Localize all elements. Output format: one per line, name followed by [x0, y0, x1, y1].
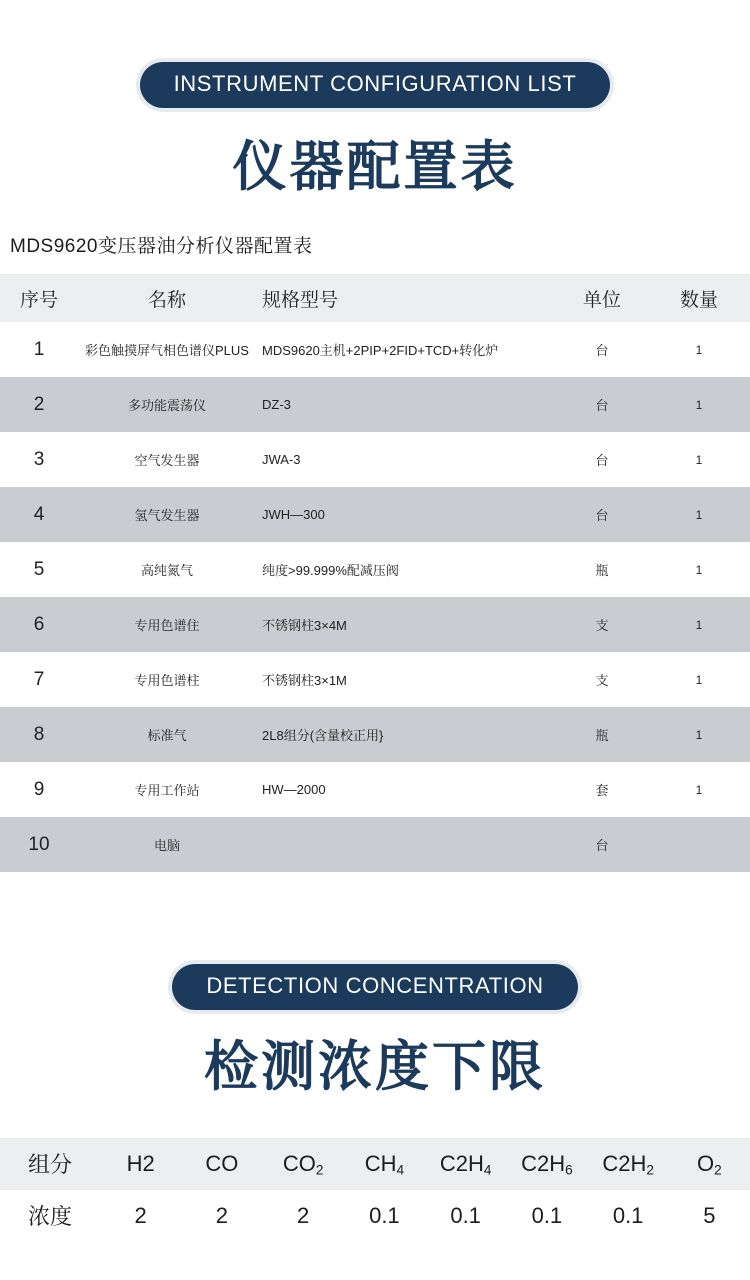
detection-concentration-section — [0, 872, 750, 1241]
cell-name: 专用色谱住 — [134, 618, 200, 634]
cell-no: 9 — [33, 778, 45, 800]
component-sub: 2 — [315, 1161, 324, 1177]
configuration-table — [0, 274, 750, 872]
cell-qty — [648, 817, 750, 872]
component-sub: 4 — [396, 1161, 405, 1177]
cell-name: 标准气 — [147, 728, 187, 744]
component-base: C2H — [521, 1150, 566, 1176]
cell-unit: 台 — [595, 398, 609, 414]
cell-no: 10 — [28, 833, 50, 855]
configuration-table-head — [0, 274, 750, 322]
concentration-cell: 2 — [215, 1202, 228, 1228]
detection-concentration-body — [0, 1138, 750, 1242]
cell-spec: 纯度>99.999%配减压阀 — [262, 563, 399, 579]
cell-name: 专用色谱柱 — [134, 673, 200, 689]
cell-unit: 台 — [595, 343, 609, 359]
cell-spec: 不锈钢柱3×4M — [262, 618, 347, 634]
cell-qty: 1 — [695, 672, 703, 687]
cell-unit: 瓶 — [595, 728, 609, 744]
cell-no: 6 — [33, 613, 45, 635]
cell-unit: 台 — [595, 453, 609, 469]
section1-banner-wrap — [0, 62, 750, 108]
section1-banner-label: INSTRUMENT CONFIGURATION LIST — [140, 62, 611, 108]
cell-no: 8 — [33, 723, 45, 745]
cell-unit: 套 — [595, 783, 609, 799]
cell-spec — [256, 817, 556, 872]
concentration-cell: 0.1 — [450, 1202, 481, 1228]
component-sub: 2 — [714, 1161, 722, 1177]
row-label-concentration: 浓度 — [27, 1204, 72, 1230]
cell-spec: MDS9620主机+2PIP+2FID+TCD+转化炉 — [262, 343, 499, 359]
cell-qty: 1 — [695, 617, 703, 632]
cell-qty: 1 — [695, 452, 703, 467]
table-row — [0, 542, 750, 597]
cell-name: 氢气发生器 — [134, 508, 200, 524]
table-row — [0, 322, 750, 377]
concentration-cell: 5 — [703, 1202, 716, 1228]
component-base: O — [697, 1150, 715, 1176]
component-cell — [588, 1138, 669, 1190]
header-cell-name: 名称 — [78, 274, 256, 322]
table-row — [0, 817, 750, 872]
table-row — [0, 652, 750, 707]
cell-unit: 支 — [595, 618, 609, 634]
concentration-cell: 0.1 — [531, 1202, 563, 1228]
table-row — [0, 432, 750, 487]
component-sub: 4 — [483, 1161, 492, 1177]
cell-spec: DZ-3 — [262, 397, 291, 413]
cell-unit: 台 — [595, 508, 609, 524]
component-cell — [425, 1138, 506, 1190]
cell-name: 专用工作站 — [134, 783, 200, 799]
table-header-row — [0, 274, 750, 322]
component-base: C2H — [602, 1150, 647, 1176]
table-row — [0, 762, 750, 817]
cell-qty: 1 — [695, 397, 703, 412]
cell-spec: JWH—300 — [262, 507, 325, 523]
cell-name: 彩色触摸屏气相色谱仪PLUS — [85, 343, 249, 359]
cell-no: 7 — [33, 668, 45, 690]
component-base: CO — [282, 1150, 316, 1176]
header-cell-no: 序号 — [0, 274, 78, 322]
cell-qty: 1 — [695, 562, 703, 577]
cell-name: 多功能震荡仪 — [127, 398, 206, 414]
cell-no: 4 — [33, 503, 45, 525]
component-sub: 6 — [565, 1161, 573, 1177]
cell-no: 1 — [33, 338, 45, 360]
configuration-table-caption: MDS9620变压器油分析仪器配置表 — [10, 236, 313, 258]
component-cell — [181, 1138, 262, 1190]
cell-spec: 不锈钢柱3×1M — [262, 673, 347, 689]
section2-banner-label: DETECTION CONCENTRATION — [172, 964, 577, 1010]
cell-spec: HW—2000 — [262, 782, 326, 798]
component-cell — [669, 1138, 750, 1190]
table-row — [0, 487, 750, 542]
cell-no: 5 — [33, 558, 45, 580]
concentration-cell: 2 — [297, 1202, 310, 1228]
component-cell — [506, 1138, 587, 1190]
cell-no: 2 — [33, 393, 45, 415]
cell-name: 高纯氮气 — [140, 563, 193, 579]
section2-banner-wrap — [0, 964, 750, 1010]
table-row — [0, 377, 750, 432]
header-cell-qty: 数量 — [648, 274, 750, 322]
component-base: H2 — [126, 1150, 155, 1176]
component-sub: 2 — [646, 1161, 654, 1177]
component-base: C2H — [439, 1150, 484, 1176]
concentration-value-row — [0, 1190, 750, 1242]
table-row — [0, 707, 750, 762]
component-header-row — [0, 1138, 750, 1190]
cell-qty: 1 — [695, 507, 703, 522]
cell-name: 电脑 — [153, 838, 180, 854]
component-cell — [263, 1138, 344, 1190]
component-cell — [344, 1138, 425, 1190]
concentration-cell: 0.1 — [612, 1202, 644, 1228]
cell-qty: 1 — [695, 727, 703, 742]
cell-name: 空气发生器 — [134, 453, 200, 469]
detection-concentration-table — [0, 1138, 750, 1242]
header-cell-spec: 规格型号 — [256, 274, 556, 322]
cell-qty: 1 — [695, 782, 703, 797]
cell-unit: 支 — [595, 673, 609, 689]
component-base: CH — [364, 1150, 397, 1176]
cell-unit: 瓶 — [595, 563, 609, 579]
section1-headline: 仪器配置表 — [232, 137, 518, 197]
configuration-table-body — [0, 322, 750, 872]
concentration-cell: 0.1 — [369, 1202, 400, 1228]
row-label-component: 组分 — [27, 1152, 72, 1178]
cell-qty: 1 — [695, 342, 703, 357]
cell-spec: JWA-3 — [262, 452, 301, 468]
cell-unit: 台 — [595, 838, 609, 854]
cell-spec: 2L8组分(含量校正用} — [262, 728, 384, 744]
header-cell-unit: 单位 — [556, 274, 648, 322]
component-base: CO — [205, 1150, 239, 1176]
table-row — [0, 597, 750, 652]
concentration-cell: 2 — [134, 1202, 147, 1228]
cell-no: 3 — [33, 448, 45, 470]
component-cell — [100, 1138, 181, 1190]
section2-headline: 检测浓度下限 — [204, 1037, 546, 1098]
